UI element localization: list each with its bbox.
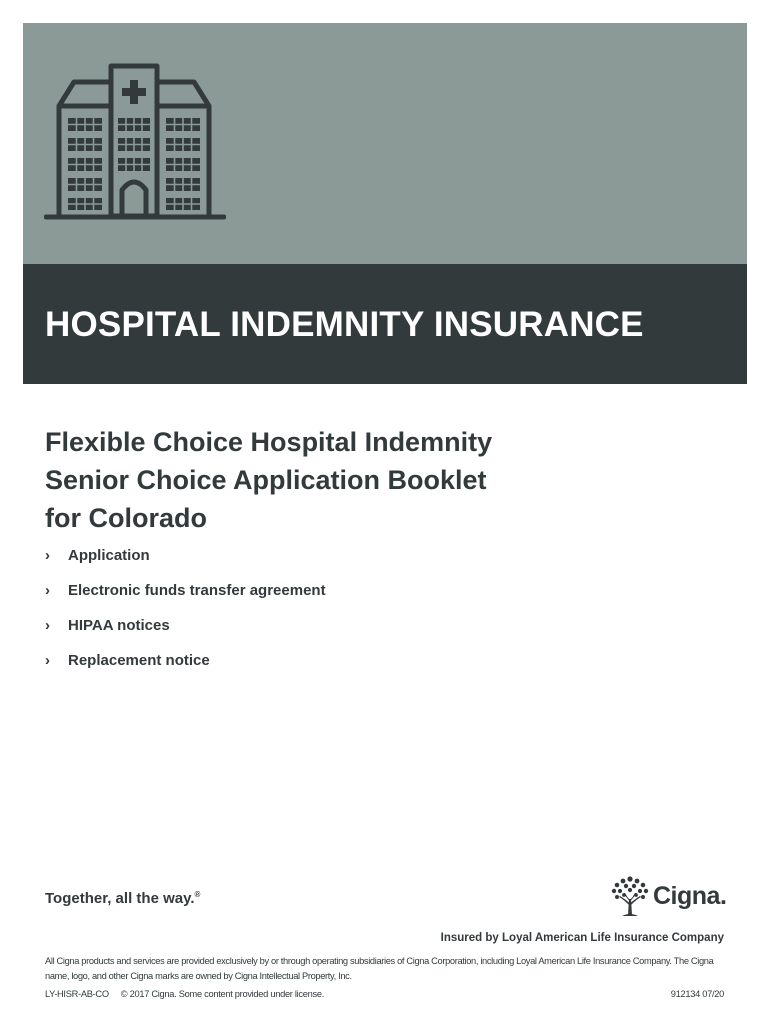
form-code-line xyxy=(45,989,324,999)
list-item xyxy=(45,581,326,616)
booklet-title-line: Flexible Choice Hospital Indemnity xyxy=(45,427,493,457)
chevron-right-icon: › xyxy=(45,652,50,669)
chevron-right-icon: › xyxy=(45,582,50,599)
cigna-logo xyxy=(610,875,726,917)
list-item-label: Electronic funds transfer agreement xyxy=(68,582,326,599)
document-number: 912134 07/20 xyxy=(670,989,724,999)
contents-list xyxy=(45,546,326,686)
chevron-right-icon: › xyxy=(45,547,50,564)
booklet-title xyxy=(45,423,492,537)
list-item-label: HIPAA notices xyxy=(68,617,170,634)
booklet-title-line: for Colorado xyxy=(45,503,207,533)
list-item-label: Replacement notice xyxy=(68,652,210,669)
tagline xyxy=(45,890,200,907)
hospital-building-icon xyxy=(44,62,226,222)
registered-mark: ® xyxy=(194,890,201,899)
cigna-wordmark: Cigna. xyxy=(653,881,727,910)
list-item-label: Application xyxy=(68,547,150,564)
list-item xyxy=(45,616,326,651)
tagline-text: Together, all the way. xyxy=(45,890,195,907)
copyright: © 2017 Cigna. Some content provided under license. xyxy=(120,989,325,999)
insured-by: Insured by Loyal American Life Insurance Company xyxy=(440,932,724,944)
list-item xyxy=(45,546,326,581)
legal-disclaimer: All Cigna products and services are provided exclusively by or through operating subsidiaries of Cigna Corporation, including Loyal American Life Insurance Company. The Cigna name, logo, and other Cigna marks are owned by Cigna Intellectual Property, Inc. xyxy=(45,956,714,981)
booklet-title-line: Senior Choice Application Booklet xyxy=(45,465,487,495)
list-item xyxy=(45,651,326,686)
form-code: LY-HISR-AB-CO xyxy=(45,989,109,999)
chevron-right-icon: › xyxy=(45,617,50,634)
page-title: HOSPITAL INDEMNITY INSURANCE xyxy=(45,305,644,344)
cigna-tree-icon xyxy=(610,875,650,917)
